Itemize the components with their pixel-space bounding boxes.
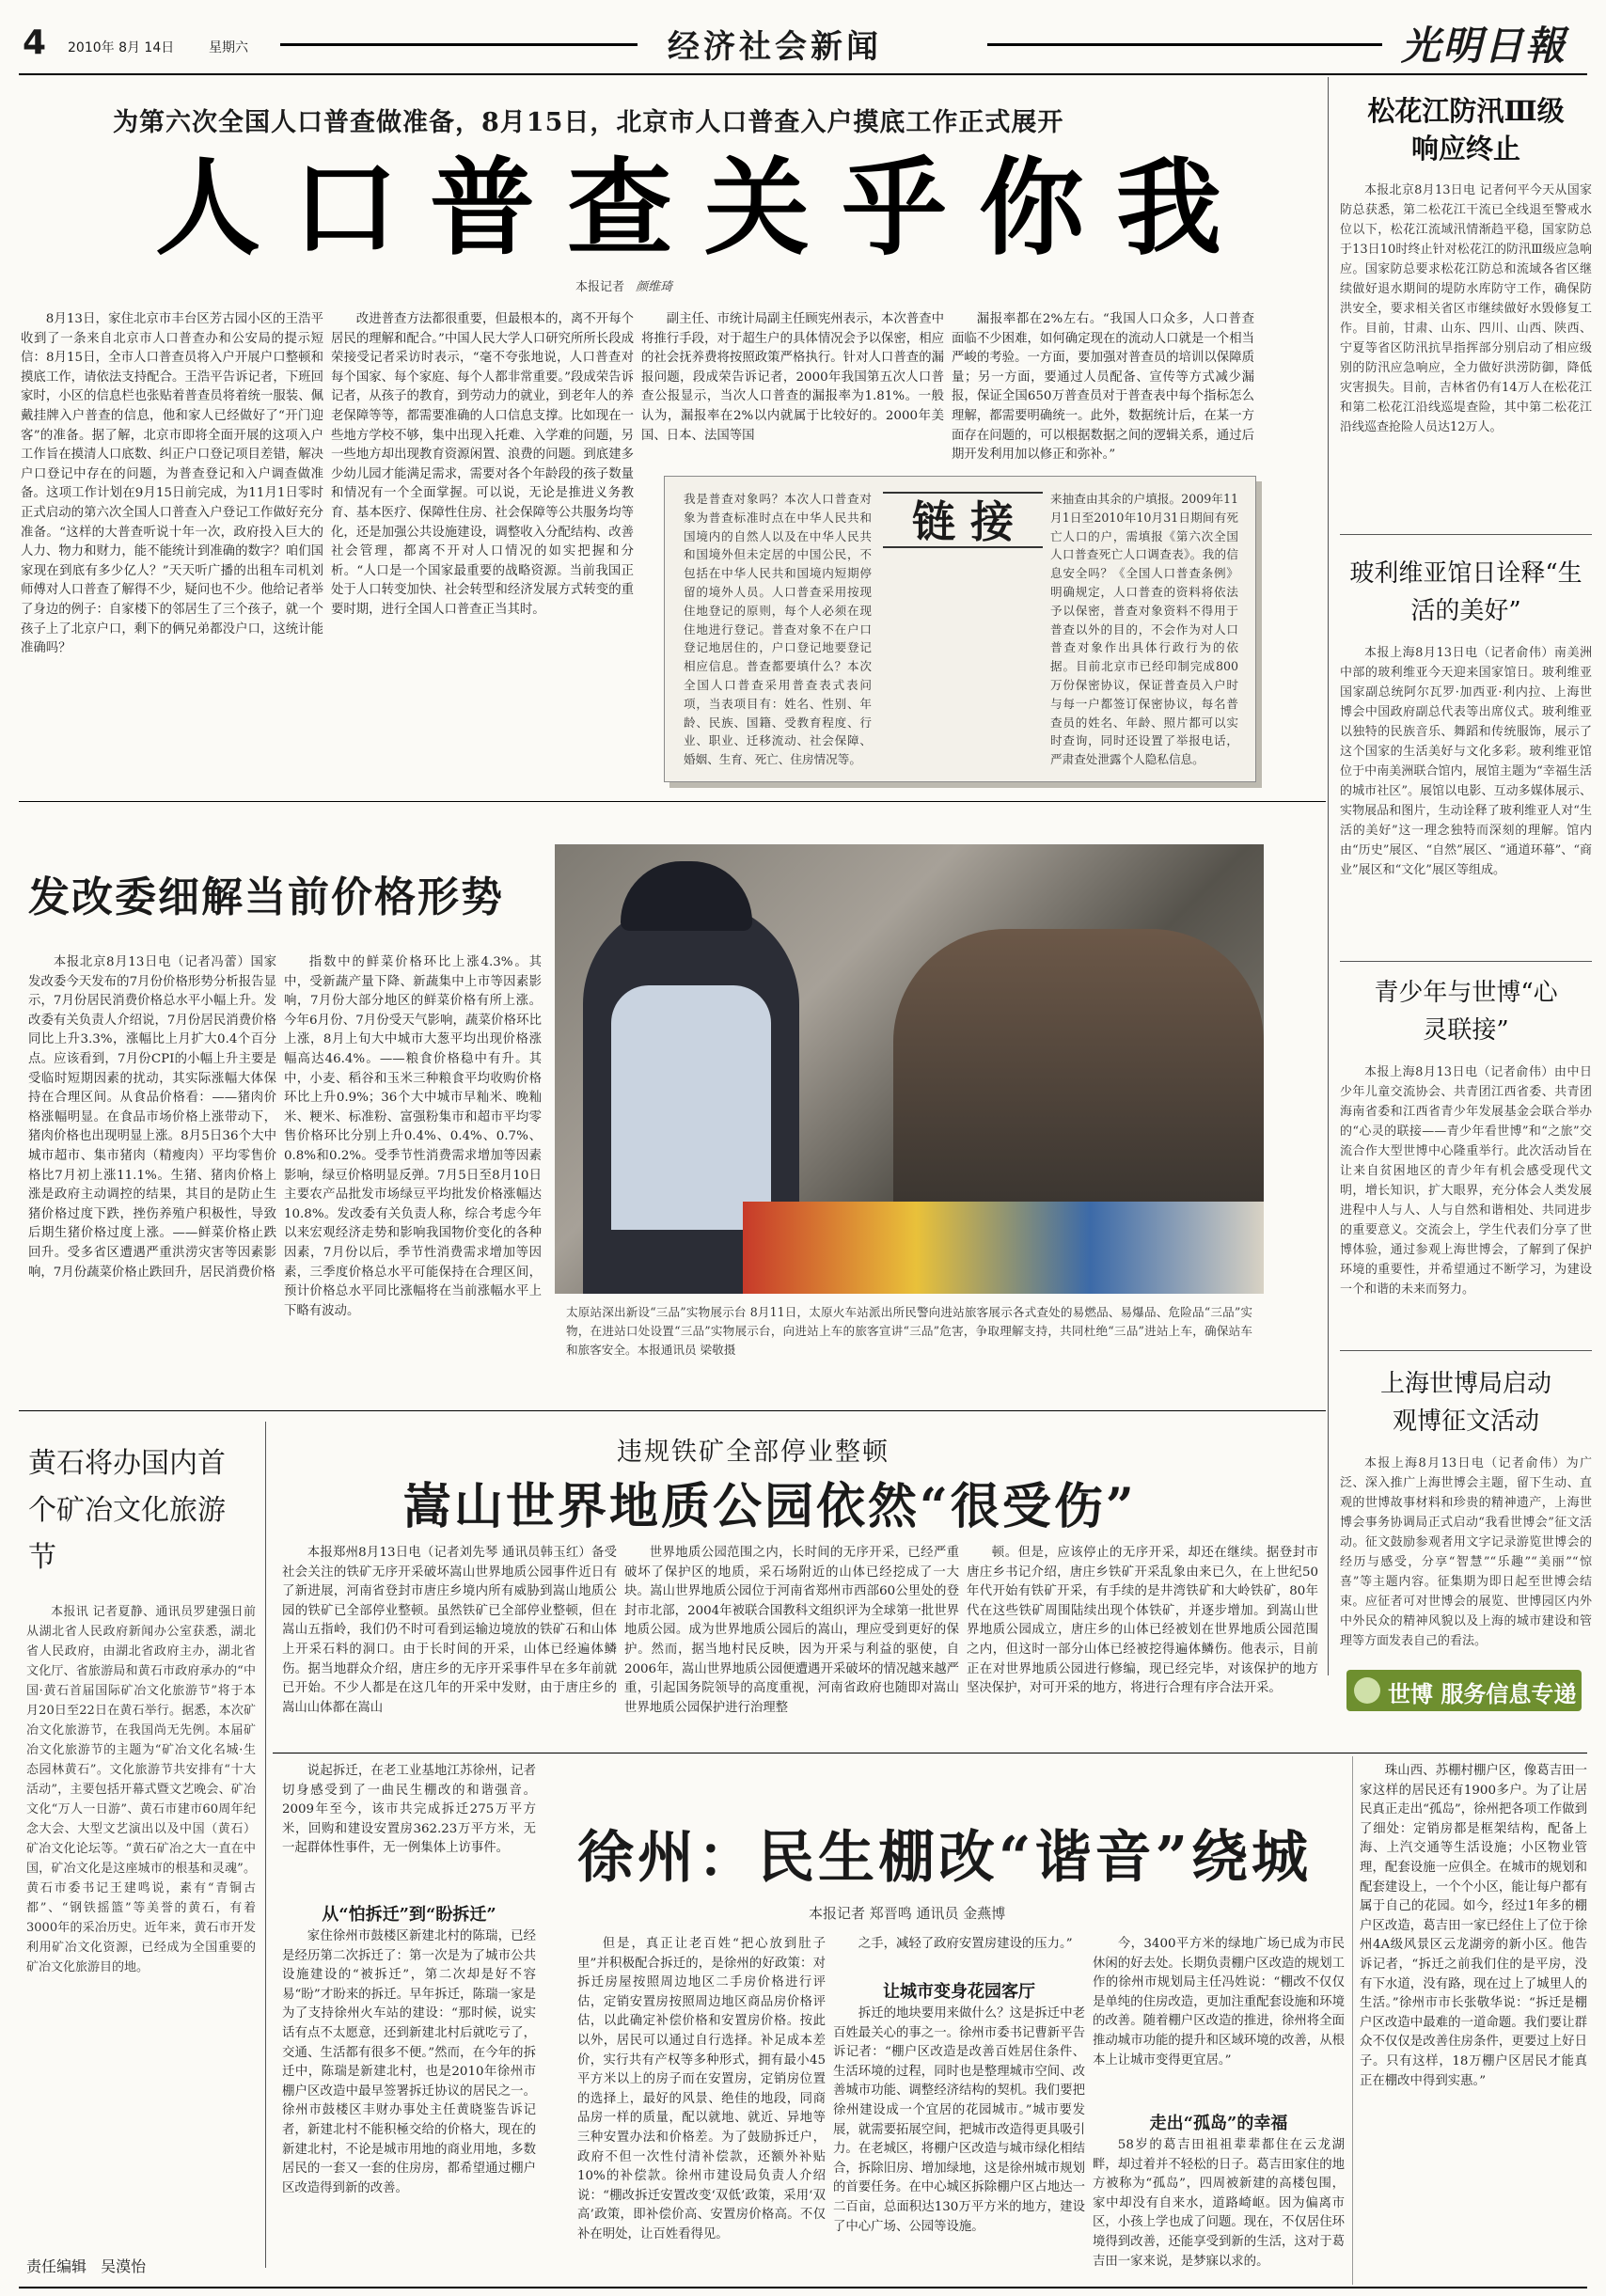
photo-shirt xyxy=(611,985,771,1230)
xuzhou-byline: 本报记者 郑晋鸣 通讯员 金燕博 xyxy=(809,1905,1006,1922)
photo-caption: 太原站深出新设“三品”实物展示台 8月11日，太原火车站派出所民警向进站旅客展示各式查处的易燃品、易爆品、危险品“三品”实物，在进站口处设置“三品”实物展示台，向进站上车的旅客宣讲“三品”危害，争取理解支持，共同杜绝“三品”进站上车，确保站车和旅客安全。本报通讯员 梁敬摄 xyxy=(566,1305,1252,1357)
right-brief-1 xyxy=(1340,92,1592,520)
right-brief-3 xyxy=(1340,974,1592,1350)
right-divider-3 xyxy=(1340,1350,1592,1351)
right-brief-4-title: 上海世博局启动观博征文活动 xyxy=(1379,1370,1551,1436)
huangshi-text: 本报讯 记者夏静、通讯员罗建强日前从湖北省人民政府新闻办公室获悉，湖北省人民政府，由湖北省政府主办，湖北省文化厅、省旅游局和黄石市政府承办的“中国·黄石首届国际矿冶文化旅游节”将于本月20日至22日在黄石举行。据悉，本次矿冶文化旅游节，在我国尚无先例。本届矿冶文化旅游节的主题为“矿冶文化名城·生态园林黄石”。文化旅游节共安排有“十大活动”，主要包括开幕式暨文艺晚会、矿冶文化“万人一日游”、黄石市建市60周年纪念大会、大型文艺演出以及中国（黄石）矿冶文化论坛等。“黄石矿冶之大一直在中国，矿冶文化是这座城市的根基和灵魂”。黄石市委书记王建鸣说，素有“青铜古都”、“钢铁摇篮”等美誉的黄石，有着3000年的采冶历史。近年来，黄石市开发利用矿冶文化资源，已经成为全国重要的矿冶文化旅游目的地。 xyxy=(26,1605,256,1974)
xuzhou-subhead-1: 从“怕拆迁”到“盼拆迁” xyxy=(322,1905,496,1925)
photo-display-table xyxy=(743,1202,1264,1294)
masthead-rule-right xyxy=(987,43,1382,46)
fagai-col-2: 指数中的鲜菜价格环比上涨4.3%。其中，受新蔬产量下降、新蔬集中上市等因素影响，7月份大部分地区的鲜菜价格有所上涨。今年6月份、7月份受天气影响，蔬菜价格环比上涨，8月上旬大中城市大葱平均出现价格涨幅高达46.4%。——粮食价格稳中有升。其中，小麦、稻谷和玉米三种粮食平均收购价格环比上升0.9%；36个大中城市早籼米、晚籼米、粳米、标准粉、富强粉集市和超市平均零售价格环比分别上升0.4%、0.4%、0.7%、0.8%和0.2%。受季节性消费需求增加等因素影响，绿豆价格明显反弹。7月5日至8月10日主要农产品批发市场绿豆平均批发价格涨幅达10.8%。发改委有关负责人称，综合考虑今年以来宏观经济走势和影响我国物价变化的各种因素，7月份以后，季节性消费需求增加等因素，三季度价格总水平可能保持在合理区间，预计价格总水平同比涨幅将在当前涨幅水平上下略有波动。 xyxy=(284,955,542,1318)
xuzhou-col-5: 珠山西、苏棚村棚户区，像葛吉田一家这样的居民还有1900多户。为了让居民真正走出“孤岛”，徐州把各项工作做到了细处：定销房都是框架结构，配备上海、上汽交通等生活设施；小区物业管理，配套设施一应俱全。在城市的规划和配套建设上，一个个小区，能让每户都有属于自己的花园。如今，经过1年多的棚户区改造，葛吉田一家已经住上了位于徐州4A级风景区云龙湖旁的新小区。他告诉记者，“拆迁之前我们住的是平房，没有下水道，没有路，现在过上了城里人的生活。”徐州市市长张敬华说：“拆迁是棚户区改造中最难的一道命题。我们要让群众不仅仅是改善住房条件，更要过上好日子。只有这样，18万棚户区居民才能真正在棚改中得到实惠。” xyxy=(1360,1764,1587,2088)
byline-label: 本报记者 xyxy=(575,280,625,294)
lead-col-3: 副主任、市统计局副主任顾宪州表示，本次普查中将推行手段，对于超生户的具体情况会予以保密，相应的社会抚养费将按照政策严格执行。针对人口普查的漏报问题，段成荣告诉记者，2000年我国第五次人口普查公报显示，当次人口普查的漏报率为1.81%。一般认为，漏报率在2%以内就属于比较好的。2000年美国、日本、法国等国 xyxy=(641,312,944,443)
xuzhou-right-divider xyxy=(1352,1756,1353,2285)
songshan-col-1: 本报郑州8月13日电（记者刘先琴 通讯员韩玉红）备受社会关注的铁矿无序开采破坏嵩山世界地质公园事件近日有了新进展，河南省登封市唐庄乡境内所有威胁到嵩山地质公园的铁矿已全部停业整顿。虽然铁矿已全部停业整顿，但在嵩山五指岭，我们仍不时可看到运输边境放的铁矿石和山体上开采石料的洞口。由于长时间的开采，山体已经遍体鳞伤。据当地群众介绍，唐庄乡的无序开采事件早在多年前就已开始。不少人都是在这几年的开采中发财，由于唐庄乡的嵩山山体都在嵩山 xyxy=(282,1546,617,1715)
right-brief-2-title: 玻利维亚馆日诠释“生活的美好” xyxy=(1349,559,1582,625)
link-box-col-2: 来抽查由其余的户填报。2009年11月1日至2010年10月31日期间有死亡人口的户，需填报《第六次全国人口普查死亡人口调查表》。我的信息安全吗？《全国人口普查条例》明确规定，人口普查的资料将依法予以保密，普查对象资料不得用于普查以外的目的，不会作为对人口普查对象作出具体行政行为的依据。目前北京市已经印制完成800万份保密协议，保证普查员入户时与每一户都签订保密协议，每名普查员的姓名、年龄、照片都可以实时查询，同时还设置了举报电话，严肃查处泄露个人隐私信息。 xyxy=(1050,492,1238,767)
xuzhou-col-3b: 拆迁的地块要用来做什么？这是拆迁中老百姓最关心的事之一。徐州市委书记曹新平告诉记者：“棚户区改造是改善百姓居住条件、生活环境的过程，同时也是整理城市空间、改善城市功能、调整经济结构的契机。我们要把徐州建设成一个宜居的花园城市。”城市要发展，就需要拓展空间，把城市改造得更具吸引力。在老城区，将棚户区改造与城市绿化相结合，拆除旧房、增加绿地，这是徐州城市规划的首要任务。在中心城区拆除棚户区占地达一二百亩，总面积达130万平方米的地方，建设了中心广场、公园等设施。 xyxy=(833,2006,1085,2234)
masthead-rule-left xyxy=(280,43,638,46)
huangshi-title: 黄石将办国内首个矿冶文化旅游节 xyxy=(28,1447,226,1574)
news-photo xyxy=(555,844,1264,1294)
photo-police-cap xyxy=(621,861,752,931)
editor-name: 吴漠怡 xyxy=(101,2257,147,2275)
lead-title: 人口普查关乎你我 xyxy=(155,148,1253,270)
xuzhou-col-4b: 58岁的葛吉田祖祖辈辈都住在云龙湖畔，却过着并不轻松的日子。葛吉田家住的地方被称为“孤岛”，四周被新建的高楼包围，家中却没有自来水，道路崎岖。因为偏离市区，小孩上学也成了问题。现在，不仅居住环境得到改善，还能享受到新的生活，这对于葛吉田一家来说，是梦寐以求的。 xyxy=(1093,2138,1345,2269)
issue-weekday: 星期六 xyxy=(209,40,248,55)
lead-byline xyxy=(575,276,672,294)
section-title: 经济社会新闻 xyxy=(668,28,882,66)
xuzhou-subhead-3: 走出“孤岛”的幸福 xyxy=(1149,2114,1288,2133)
xuzhou-col-3: 之手，减轻了政府安置房建设的压力。” xyxy=(858,1937,1073,1951)
right-brief-1-title: 松花江防汛Ⅲ级响应终止 xyxy=(1367,95,1565,165)
page-number: 4 xyxy=(23,24,47,62)
songshan-kicker: 违规铁矿全部停业整顿 xyxy=(617,1438,890,1467)
issue-date: 2010年 8月 14日 xyxy=(68,40,175,55)
huangshi-divider xyxy=(265,1422,266,2268)
xuzhou-col-4: 今，3400平方米的绿地广场已成为市民休闲的好去处。长期负责棚户区改造的规划工作的徐州市规划局主任冯姓说：“棚改不仅仅是单纯的住房改造，更加注重配套设施和环境的改善。随着棚户区改造的推进，徐州将全面推动城市功能的提升和区域环境的改善，从根本上让城市变得更宜居。” xyxy=(1093,1937,1345,2068)
right-brief-2 xyxy=(1340,555,1592,959)
page-bottom-rule xyxy=(19,2287,1587,2288)
right-column-divider xyxy=(1328,77,1329,1675)
lead-col-4: 漏报率都在2%左右。“我国人口众多，人口普查面临不少困难，如何确定现在的流动人口就是一个相当严峻的考验。一方面，要加强对普查员的培训以保障质量；另一方面，要通过人员配备、宣传等方式减少漏报，保证全国650万普查员对于普查表中每个指标怎么理解，都需要明确统一。此外，数据统计后，在某一方面存在问题的，可以根据数据之间的逻辑关系，通过后期开发利用加以修正和弥补。” xyxy=(952,312,1254,463)
songshan-col-2: 世界地质公园范围之内，长时间的无序开采，已经严重破坏了保护区的地质，采石场附近的山体已经挖成了一大块。嵩山世界地质公园位于河南省郑州市西部60公里处的登封市北部，2004年被联合国教科文组织评为全球第一批世界地质公园。成为世界地质公园后的嵩山，理应受到更好的保护。然而，据当地村民反映，因为开采与利益的驱使，自2006年，嵩山世界地质公园便遭遇开采破坏的情况越来越严重，引起国务院领导的高度重视，河南省政府也随即对嵩山世界地质公园保护进行治理整 xyxy=(624,1546,959,1715)
expo-service-badge xyxy=(1346,1670,1582,1711)
byline-name: 颜维琦 xyxy=(636,280,673,294)
newspaper-logo: 光明日報 xyxy=(1401,23,1567,69)
xuzhou-col-1: 家住徐州市鼓楼区新建北村的陈瑞，已经是经历第二次拆迁了：第一次是为了城市公共设施建设的“被拆迁”，第二次却是好不容易“盼”才盼来的拆迁。早年拆迁，陈瑞一家是为了支持徐州火车站的建设：“那时候，说实话有点不太愿意，还到新建北村后就吃亏了，交通、生活都有很多不便。”然而，在今年的拆迁中，陈瑞是新建北村，也是2010年徐州市棚户区改造中最早签署拆迁协议的居民之一。徐州市鼓楼区丰财办事处主任黄晓鉴告诉记者，新建北村不能积極交给的价格大，现在的新建北村，不论是城市用地的商业用地，多数居民的一套又一套的住房房，都希望通过棚户区改造得到新的改善。 xyxy=(282,1929,536,2195)
photo-crowd xyxy=(893,929,1264,1211)
right-brief-4 xyxy=(1340,1365,1592,1675)
right-brief-3-title: 青少年与世博“心灵联接” xyxy=(1374,979,1558,1045)
fagai-top-rule xyxy=(19,801,1326,802)
masthead-bottom-rule xyxy=(19,73,1587,75)
link-box xyxy=(664,476,1256,782)
songshan-title: 嵩山世界地质公园依然“很受伤” xyxy=(402,1478,1137,1535)
expo-badge-icon xyxy=(1354,1677,1380,1704)
fagai-title: 发改委细解当前价格形势 xyxy=(28,873,504,921)
link-box-title: 链 接 xyxy=(883,492,1043,548)
editor-credit xyxy=(26,2255,261,2276)
xuzhou-subhead-2: 让城市变身花园客厅 xyxy=(883,1982,1035,2002)
right-brief-1-text: 本报北京8月13日电 记者何平今天从国家防总获悉，第二松花江干流已全线退至警戒水位以下，松花江流域汛情渐趋平稳，国家防总于13日10时终止针对松花江的防汛Ⅲ级应急响应。国家防总要求松花江防总和流域各省区继续做好退水期间的堤防水库防守工作，确保防洪安全，要求相关省区市继续做好水毁修复工作。目前，甘肃、山东、四川、山西、陕西、宁夏等省区防汛抗旱指挥部分别启动了相应级别的防汛应急响应，全力做好洪涝防御，降低灾害损失。目前，吉林省仍有14万人在松花江和第二松花江沿线巡堤查险，其中第二松花江沿线巡查抢险人员达12万人。 xyxy=(1340,183,1592,434)
lead-kicker: 为第六次全国人口普查做准备，8月15日，北京市人口普查入户摸底工作正式展开 xyxy=(113,108,1064,137)
editor-label: 责任编辑 xyxy=(26,2257,87,2275)
huangshi-box xyxy=(19,1422,263,2193)
songshan-col-3: 顿。但是，应该停止的无序开采，却还在继续。据登封市唐庄乡书记介绍，唐庄乡铁矿开采乱象由来已久，在上世纪50年代开始有铁矿开采，有手续的是井湾铁矿和大岭铁矿，80年代在这些铁矿周围陆续出现个体铁矿，并逐步增加。到嵩山世界地质公园成立，唐庄乡的山体已经被划在世界地质公园范围之内，但这时一部分山体已经被挖得遍体鳞伤。他表示，目前正在对世界地质公园进行修编，现已经完毕，对该保护的地方坚决保护，对可开采的地方，将进行合理有序合法开采。 xyxy=(967,1546,1318,1696)
masthead xyxy=(19,19,1587,71)
right-divider-2 xyxy=(1340,961,1592,962)
expo-badge-label: 世博 服务信息专递 xyxy=(1388,1681,1577,1707)
right-brief-3-text: 本报上海8月13日电（记者俞伟）由中日少年儿童交流协会、共青团江西省委、共青团海南省委和江西省青少年发展基金会联合举办的“心灵的联接——青少年看世博”和“之旅”交流合作大型世博中心隆重举行。此次活动旨在让来自贫困地区的青少年有机会感受现代文明，增长知识，扩大眼界，充分体会人类发展进程中人与人、人与自然和谐相处、共同进步的重要意义。交流会上，学生代表们分享了世博体验，通过参观上海世博会，了解到了保护环境的重要性，并希望通过不断学习，为建设一个和谐的未来而努力。 xyxy=(1340,1065,1592,1297)
right-brief-4-text: 本报上海8月13日电（记者俞伟）为广泛、深入推广上海世博会主题，留下生动、直观的世博故事材料和珍贵的精神遗产，上海世博会事务协调局正式启动“我看世博会”征文活动。征文鼓励参观者用文字记录游览世博会的经历与感受，分享“智慧”“乐趣”“美丽”“惊喜”等主题内容。征集期为即日起至世博会结束。应征者可对世博会的展览、世博园区内外中外民众的精神风貌以及上海的城市建设和管理等方面发表自己的看法。 xyxy=(1340,1456,1592,1648)
xuzhou-title: 徐州：民生棚改“谐音”绕城 xyxy=(577,1825,1313,1891)
right-brief-2-text: 本报上海8月13日电（记者俞伟）南美洲中部的玻利维亚今天迎来国家馆日。玻利维亚国家副总统阿尔瓦罗·加西亚·利内拉、上海世博会中国政府副总代表等出席仪式。玻利维亚以独特的民族音乐、舞蹈和传统服饰，展示了这个国家的生活美好与文化多彩。玻利维亚馆位于中南美洲联合馆内，展馆主题为“幸福生活的城市社区”。展馆以电影、互动多媒体展示、实物展品和图片，生动诠释了玻利维亚人对“生活的美好”这一理念独特而深刻的理解。馆内由“历史”展区、“自然”展区、“通道环幕”、“商业”展区和“文化”展区等组成。 xyxy=(1340,646,1592,877)
fagai-col-1: 本报北京8月13日电（记者冯蕾）国家发改委今天发布的7月份价格形势分析报告显示，7月份居民消费价格总水平小幅上升。发改委有关负责人介绍说，7月份居民消费价格同比上升3.3%，涨幅比上月扩大0.4个百分点。应该看到，7月份CPI的小幅上升主要是受临时短期因素的扰动，其实际涨幅大体保持在合理区间。从食品价格看：——猪肉价格涨幅明显。在食品市场价格上涨带动下，猪肉价格也出现明显上涨。8月5日36个大中城市超市、集市猪肉（精瘦肉）平均零售价格比7月初上涨11.1%。生猪、猪肉价格上涨是政府主动调控的结果，其目的是防止生猪价格过度下跌，挫伤养殖户积极性，导致后期生猪价格过度上涨。——鲜菜价格止跌回升。受多省区遭遇严重洪涝灾害等因素影响，7月份蔬菜价格止跌回升，居民消费价格 xyxy=(28,955,276,1280)
xuzhou-intro: 说起拆迁，在老工业基地江苏徐州，记者切身感受到了一曲民生棚改的和谐强音。2009年至今，该市共完成拆迁275万平方米，回购和建设安置房362.23万平方米，无一起群体性事件，无一例集体上访事件。 xyxy=(282,1764,536,1856)
lead-col-2: 改进普查方法都很重要，但最根本的，离不开每个居民的理解和配合。”中国人民大学人口研究所所长段成荣接受记者采访时表示，“毫不夸张地说，人口普查对每个国家、每个家庭、每个人都非常重要。”段成荣告诉记者，从孩子的教育，到劳动力的就业，到老年人的养老保障等等，都需要准确的人口信息支撑。比如现在一些地方学校不够，集中出现入托难、入学难的问题，另一些地方却出现教育资源闲置、浪费的问题。到底建多少幼儿园才能满足需求，需要对各个年龄段的孩子数量和情况有一个全面掌握。可以说，无论是推进义务教育、基本医疗、保障性住房、社会保障等公共服务均等化，还是加强公共设施建设，调整收入分配结构、改善社会管理，都离不开对人口情况的如实把握和分析。“人口是一个国家最重要的战略资源。当前我国正处于人口转变加快、社会转型和经济发展方式转变的重要时期，进行全国人口普查正当其时。 xyxy=(331,312,634,617)
right-divider-1 xyxy=(1340,534,1592,535)
songshan-top-rule xyxy=(19,1410,1326,1411)
lead-col-1: 8月13日，家住北京市丰台区芳古园小区的王浩平收到了一条来自北京市人口普查办和公安局的提示短信：8月15日，全市人口普查员将入户开展户口整顿和摸底工作，请依法支持配合。王浩平告诉记者，下班回家时，小区的信息栏也张贴着普查员将着统一服装、佩戴挂牌入户普查的信息，他和家人已经做好了“开门迎客”的准备。据了解，北京市即将全面开展的这项入户工作旨在摸清人口底数、纠正户口登记项目差错，解决户口登记中存在的问题，为普查登记和入户调查做准备。这项工作计划在9月15日前完成，为11月1日零时正式启动的第六次全国人口普查入户登记工作做好充分准备。“这样的大普查听说十年一次，政府投入巨大的人力、物力和财力，能不能统计到准确的数字？咱们国家现在到底有多少亿人？”天天听广播的出租车司机刘师傅对人口普查了解得不少，疑问也不少。他给记者举了身边的例子：自家楼下的邻居生了三个孩子，就一个孩子上了北京户口，剩下的俩兄弟都没户口，这统计能准确吗？ xyxy=(21,312,323,656)
link-box-col-1: 我是普查对象吗？本次人口普查对象为普查标准时点在中华人民共和国境内的自然人以及在中华人民共和国境外但未定居的中国公民，不包括在中华人民共和国境内短期停留的境外人员。人口普查采用按现住地登记的原则，每个人必须在现住地进行登记。普查对象不在户口登记地居住的，户口登记地要登记相应信息。普查都要填什么？本次全国人口普查采用普查表式表问项，当表项目有：姓名、性别、年龄、民族、国籍、受教育程度、行业、职业、迁移流动、社会保障、婚姻、生育、死亡、住房情况等。 xyxy=(684,492,872,767)
link-box-col-1b xyxy=(883,556,1039,772)
xuzhou-col-2: 但是，真正让老百姓“把心放到肚子里”并积极配合拆迁的，是徐州的好政策：对拆迁房屋按照周边地区二手房价格进行评估，定销安置房按照周边地区商品房价格评估，以此确定补偿价格和安置房价格。按此以外，居民可以通过自行选择。补足成本差价，实行共有产权等多种形式，拥有最小45平方米以上的房子而在安置房，定销房位置的选择上，最好的风景、绝佳的地段，同商品房一样的质量，配以就地、就近、异地等三种安置办法和价格差。为了鼓励拆迁户，政府不但一次性付清补偿款，还额外补贴10%的补偿款。徐州市建设局负责人介绍说：“棚改拆迁安置改变‘双低’政策，采用‘双高’政策，即补偿价高、安置房价格高。不仅补在明处，让百姓看得见。 xyxy=(577,1937,826,2241)
